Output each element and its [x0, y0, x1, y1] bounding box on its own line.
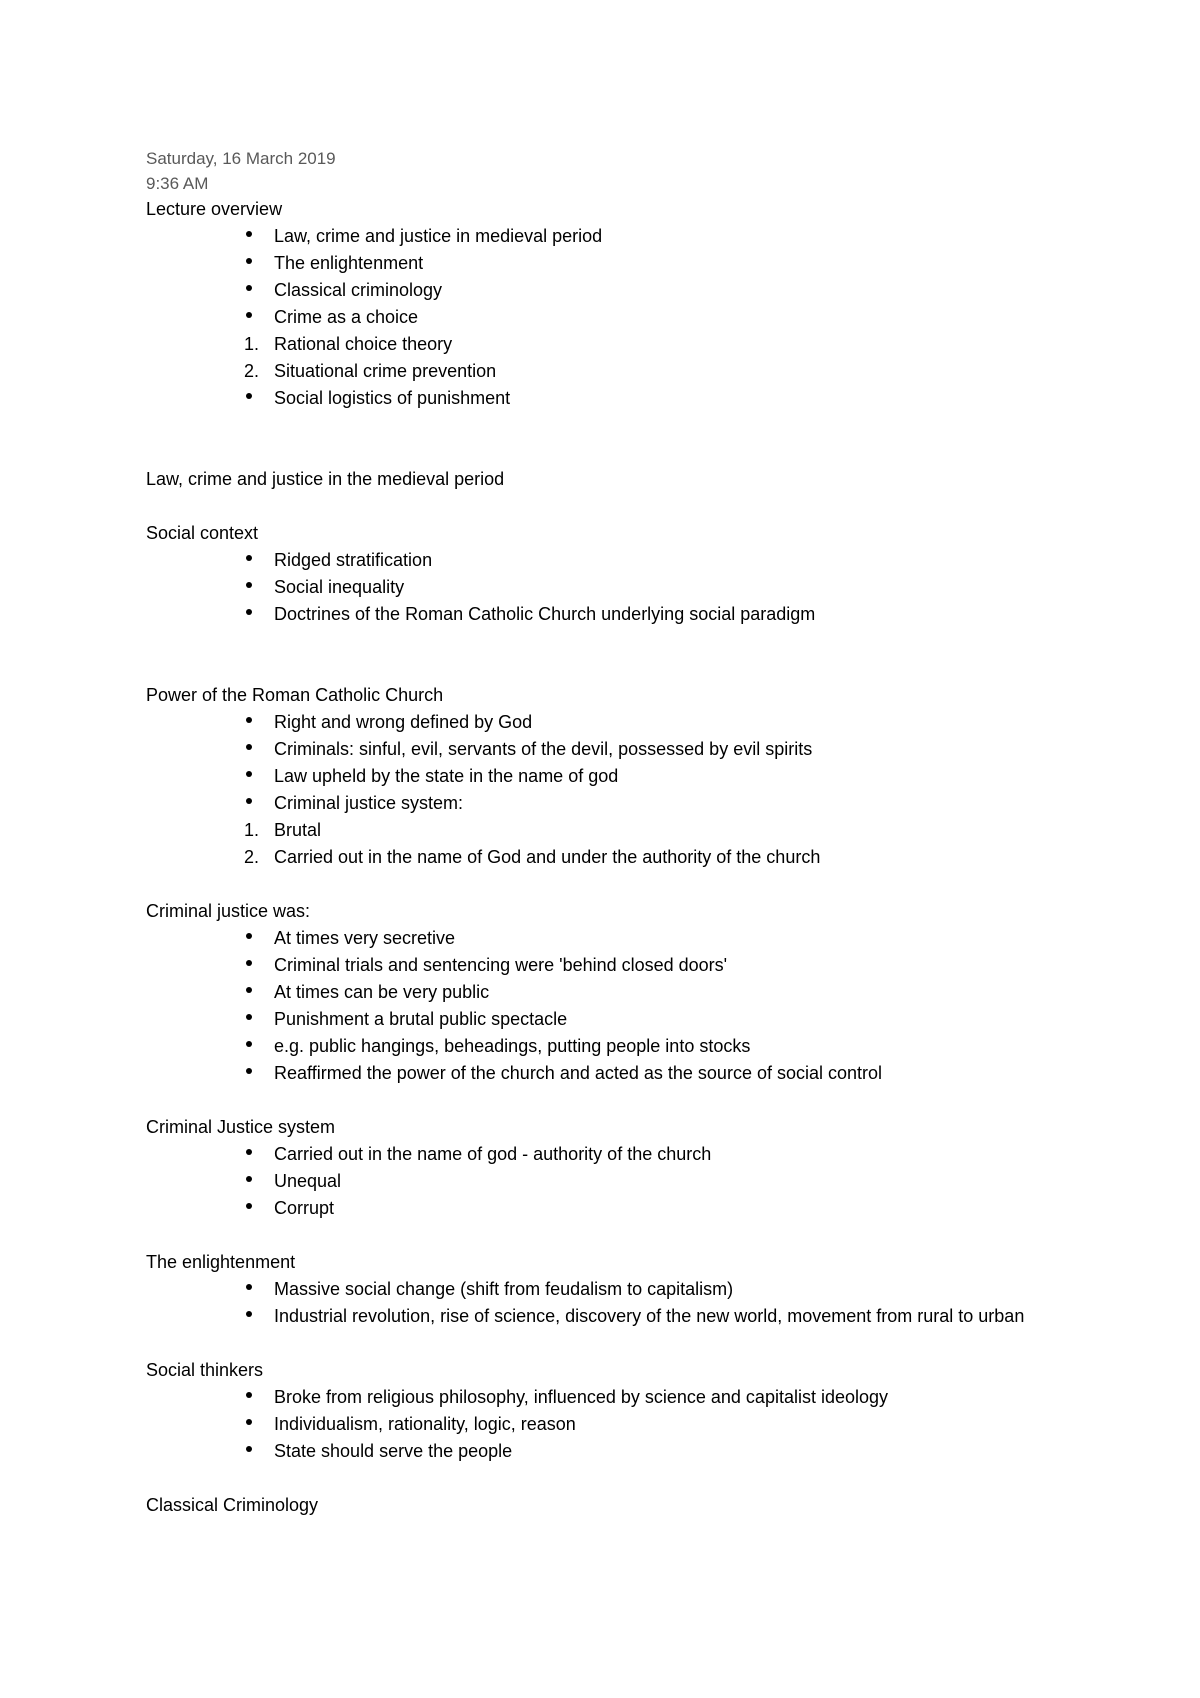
note-date: Saturday, 16 March 2019 [146, 149, 336, 168]
list-item: Reaffirmed the power of the church and acted as the source of social control [146, 1060, 1074, 1087]
list-number: 1. [244, 334, 260, 354]
list-item: Classical criminology [146, 277, 1074, 304]
list-item: Carried out in the name of god - authority of the church [146, 1141, 1074, 1168]
bullet-icon [246, 1068, 252, 1074]
list-item: Right and wrong defined by God [146, 709, 1074, 736]
list-item: Broke from religious philosophy, influenced by science and capitalist ideology [146, 1384, 1074, 1411]
section-heading-lecture-overview: Lecture overview [146, 199, 283, 219]
numbered-list-item: 1. Rational choice theory [146, 331, 1074, 358]
list-item: At times can be very public [146, 979, 1074, 1006]
bullet-icon [246, 1041, 252, 1047]
section-heading-power-of-church: Power of the Roman Catholic Church [146, 685, 444, 705]
bullet-icon [246, 744, 252, 750]
list-item: Criminal justice system: [146, 790, 1074, 817]
bullet-icon [246, 1446, 252, 1452]
list-number: 2. [244, 847, 260, 867]
bullet-icon [246, 771, 252, 777]
list-item: At times very secretive [146, 925, 1074, 952]
bullet-icon [246, 717, 252, 723]
bullet-icon [246, 1284, 252, 1290]
section-heading-social-context: Social context [146, 523, 259, 543]
note-page [146, 146, 1076, 1519]
numbered-list-item: 2. Carried out in the name of God and under the authority of the church [146, 844, 1074, 871]
list-item: Massive social change (shift from feudalism to capitalism) [146, 1276, 1074, 1303]
bullet-icon [246, 609, 252, 615]
section-heading-criminal-justice-system: Criminal Justice system [146, 1117, 336, 1137]
list-item: e.g. public hangings, beheadings, putting people into stocks [146, 1033, 1074, 1060]
section-heading-social-thinkers: Social thinkers [146, 1360, 264, 1380]
bullet-icon [246, 960, 252, 966]
bullet-icon [246, 798, 252, 804]
bullet-icon [246, 258, 252, 264]
section-heading-medieval-period: Law, crime and justice in the medieval period [146, 469, 505, 489]
list-item: Ridged stratification [146, 547, 1074, 574]
bullet-icon [246, 1392, 252, 1398]
list-item: Doctrines of the Roman Catholic Church underlying social paradigm [146, 601, 1074, 628]
bullet-icon [246, 285, 252, 291]
section-heading-enlightenment: The enlightenment [146, 1252, 296, 1272]
list-item: Criminals: sinful, evil, servants of the devil, possessed by evil spirits [146, 736, 1074, 763]
bullet-icon [246, 1149, 252, 1155]
list-item: Punishment a brutal public spectacle [146, 1006, 1074, 1033]
list-item: Law, crime and justice in medieval period [146, 223, 1074, 250]
list-item: Social logistics of punishment [146, 385, 1074, 412]
list-item: Law upheld by the state in the name of god [146, 763, 1074, 790]
bullet-icon [246, 1014, 252, 1020]
list-item: Industrial revolution, rise of science, discovery of the new world, movement from rural to urban [146, 1303, 1074, 1330]
numbered-list-item: 1. Brutal [146, 817, 1074, 844]
bullet-icon [246, 231, 252, 237]
bullet-icon [246, 1311, 252, 1317]
list-item: State should serve the people [146, 1438, 1074, 1465]
list-item: Criminal trials and sentencing were 'behind closed doors' [146, 952, 1074, 979]
list-number: 2. [244, 361, 260, 381]
bullet-icon [246, 987, 252, 993]
list-item: Unequal [146, 1168, 1074, 1195]
bullet-icon [246, 582, 252, 588]
numbered-list-item: 2. Situational crime prevention [146, 358, 1074, 385]
section-heading-classical-criminology: Classical Criminology [146, 1495, 319, 1515]
note-time: 9:36 AM [146, 174, 209, 193]
list-item: Crime as a choice [146, 304, 1074, 331]
bullet-icon [246, 393, 252, 399]
list-item: Social inequality [146, 574, 1074, 601]
list-item: The enlightenment [146, 250, 1074, 277]
bullet-icon [246, 1203, 252, 1209]
bullet-icon [246, 555, 252, 561]
list-number: 1. [244, 820, 260, 840]
bullet-icon [246, 1176, 252, 1182]
section-heading-criminal-justice-was: Criminal justice was: [146, 901, 311, 921]
bullet-icon [246, 312, 252, 318]
bullet-icon [246, 933, 252, 939]
list-item: Individualism, rationality, logic, reason [146, 1411, 1074, 1438]
bullet-icon [246, 1419, 252, 1425]
list-item: Corrupt [146, 1195, 1074, 1222]
